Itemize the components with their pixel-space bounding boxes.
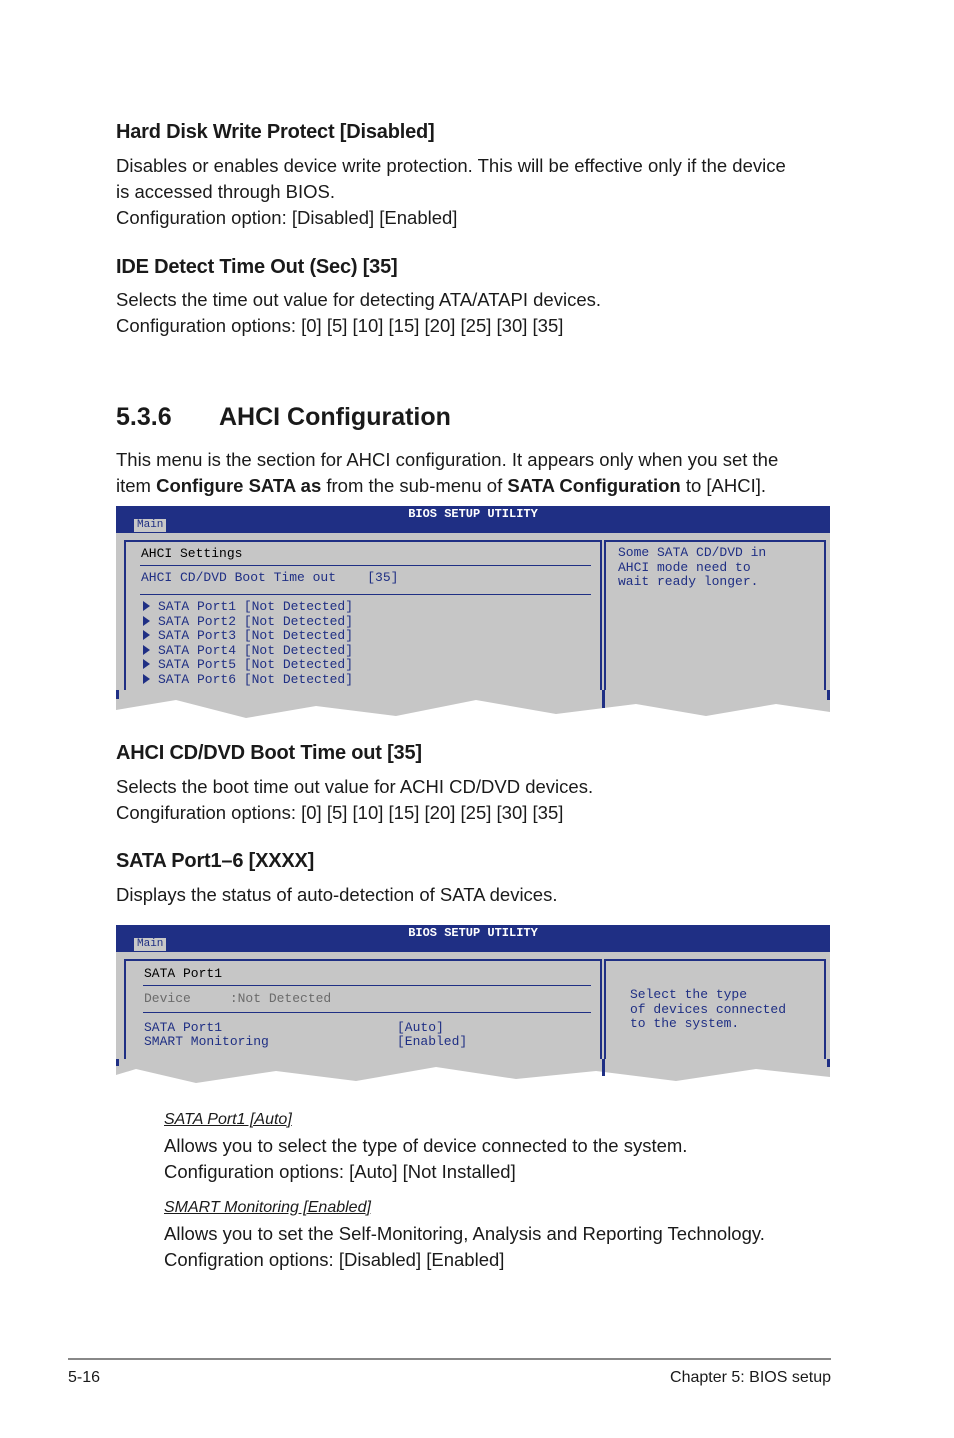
sataport-line-1: Displays the status of auto-detection of SATA devices. (116, 884, 558, 905)
torn-edge (116, 1059, 830, 1087)
bios-title: BIOS SETUP UTILITY (408, 507, 538, 521)
sata-port6-item[interactable] (143, 672, 353, 687)
heading-hard-disk-write-protect: Hard Disk Write Protect [Disabled] (116, 121, 435, 143)
hdwp-line-2: is accessed through BIOS. (116, 181, 336, 202)
section-number: 5.3.6 (116, 403, 172, 431)
smart-monitoring-option-label[interactable]: SMART Monitoring (144, 1034, 269, 1049)
sub-item-smart-monitoring-label: SMART Monitoring [Enabled] (164, 1199, 371, 1216)
torn-edge (116, 690, 830, 722)
help-line-2: AHCI mode need to (618, 559, 751, 575)
submenu-arrow-icon (143, 616, 150, 626)
chapter-label: Chapter 5: BIOS setup (670, 1369, 831, 1386)
help-line-3: wait ready longer. (618, 574, 759, 589)
sata-port4-label: SATA Port4 [Not Detected] (158, 642, 354, 658)
intro-bold-configure-sata-as: Configure SATA as (156, 475, 322, 496)
sata-port6-label: SATA Port6 [Not Detected] (158, 671, 354, 687)
help-line-1: Select the type (630, 987, 748, 1002)
hdwp-line-1: Disables or enables device write protection. This will be effective only if the device (116, 155, 786, 176)
submenu-arrow-icon (143, 674, 150, 684)
divider (140, 594, 591, 595)
cddvd-line-2: Congifuration options: [0] [5] [10] [15] [20] [25] [30] [35] (116, 802, 564, 823)
ide-line-2: Configuration options: [0] [5] [10] [15] [20] [25] [30] [35] (116, 315, 564, 336)
sata-port3-label: SATA Port3 [Not Detected] (158, 628, 354, 643)
divider (143, 1012, 591, 1013)
hdwp-line-3: Configuration option: [Disabled] [Enabled] (116, 207, 458, 228)
submenu-arrow-icon (143, 645, 150, 655)
section-title: AHCI Configuration (219, 403, 451, 431)
panel-title: SATA Port1 (144, 966, 223, 981)
intro-text-a: item (116, 475, 157, 496)
ahci-cd-dvd-boot-time-out-option[interactable]: AHCI CD/DVD Boot Time out [35] (141, 570, 399, 585)
ahci-intro-line-1: This menu is the section for AHCI configuration. It appears only when you set the (116, 449, 779, 470)
help-line-3: to the system. (630, 1016, 740, 1031)
help-line-2: of devices connected (630, 1001, 787, 1017)
intro-bold-sata-configuration: SATA Configuration (507, 475, 681, 496)
device-status-row: Device :Not Detected (144, 991, 332, 1006)
bios-title-bar (116, 506, 830, 533)
submenu-arrow-icon (143, 630, 150, 640)
sata-port4-item[interactable] (143, 643, 353, 658)
submenu-arrow-icon (143, 601, 150, 611)
sub2-line-1: Allows you to set the Self-Monitoring, Analysis and Reporting Technology. (164, 1223, 765, 1244)
bios-screen-sata-port1 (116, 925, 830, 1087)
page-number: 5-16 (68, 1369, 101, 1386)
sub1-line-2: Configuration options: [Auto] [Not Installed] (164, 1161, 516, 1182)
ide-line-1: Selects the time out value for detecting ATA/ATAPI devices. (116, 289, 602, 310)
sata-port1-option-label[interactable]: SATA Port1 (144, 1020, 223, 1035)
bios-body (116, 533, 830, 693)
heading-ide-detect-time-out: IDE Detect Time Out (Sec) [35] (116, 256, 398, 278)
bios-title: BIOS SETUP UTILITY (408, 926, 538, 940)
sata-port3-item[interactable] (143, 628, 353, 643)
sata-port1-item[interactable] (143, 599, 353, 614)
footer-rule (68, 1358, 831, 1360)
help-line-1: Some SATA CD/DVD in (618, 545, 767, 560)
bios-body (116, 952, 830, 1062)
bios-screen-ahci-settings (116, 506, 830, 720)
ahci-intro-line-2 (116, 473, 766, 499)
submenu-arrow-icon (143, 659, 150, 669)
sata-port5-item[interactable] (143, 657, 353, 672)
sub-item-sata-port1-label: SATA Port1 [Auto] (164, 1111, 292, 1128)
cddvd-line-1: Selects the boot time out value for ACHI CD/DVD devices. (116, 776, 594, 797)
smart-monitoring-option-value[interactable]: [Enabled] (397, 1034, 468, 1049)
sata-port2-label: SATA Port2 [Not Detected] (158, 613, 354, 629)
divider (140, 565, 591, 566)
sub2-line-2: Configration options: [Disabled] [Enabled] (164, 1249, 505, 1270)
tab-main[interactable]: Main (134, 938, 166, 951)
heading-ahci-cd-dvd-boot-time-out: AHCI CD/DVD Boot Time out [35] (116, 742, 422, 764)
divider (143, 985, 591, 986)
sata-port5-label: SATA Port5 [Not Detected] (158, 657, 354, 672)
sata-port2-item[interactable] (143, 614, 353, 629)
intro-text-c: from the sub-menu of (321, 475, 508, 496)
heading-sata-port1-6: SATA Port1–6 [XXXX] (116, 850, 315, 872)
bios-title-bar (116, 925, 830, 952)
sata-port1-label: SATA Port1 [Not Detected] (158, 599, 354, 614)
intro-text-e: to [AHCI]. (680, 475, 767, 496)
sata-port1-option-value[interactable]: [Auto] (397, 1020, 444, 1035)
tab-main[interactable]: Main (134, 519, 166, 532)
panel-title: AHCI Settings (141, 546, 243, 561)
sub1-line-1: Allows you to select the type of device connected to the system. (164, 1135, 688, 1156)
